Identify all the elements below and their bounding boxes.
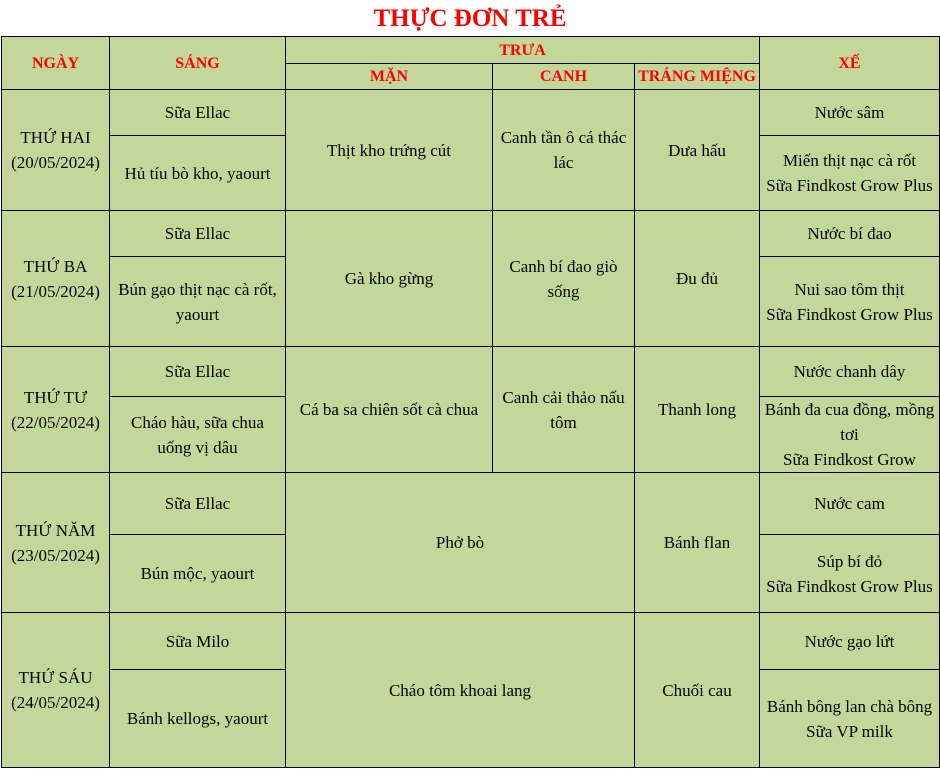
header-soup: CANH xyxy=(493,64,635,90)
savory-dish: Cá ba sa chiên sốt cà chua xyxy=(286,347,493,473)
afternoon-1: Nước bí đao xyxy=(760,211,940,257)
breakfast-2: Cháo hàu, sữa chua uống vị dâu xyxy=(110,397,286,473)
day-cell-monday xyxy=(2,90,110,211)
day-name: THỨ NĂM xyxy=(15,520,96,540)
day-cell-friday xyxy=(2,613,110,768)
soup-dish: Canh bí đao giò sống xyxy=(493,211,635,347)
afternoon-2 xyxy=(760,535,940,613)
day-date: (22/05/2024) xyxy=(11,412,100,432)
header-afternoon: XẾ xyxy=(760,37,940,90)
lunch-combined-dish: Cháo tôm khoai lang xyxy=(286,613,635,768)
afternoon-2-line: Bánh bông lan chà bông xyxy=(766,696,933,716)
breakfast-1: Sữa Ellac xyxy=(110,347,286,397)
day-cell-thursday xyxy=(2,473,110,613)
dessert-dish: Thanh long xyxy=(635,347,760,473)
page-title: THỰC ĐƠN TRẺ xyxy=(373,5,567,32)
soup-dish: Canh cải thảo nấu tôm xyxy=(493,347,635,473)
savory-dish: Gà kho gừng xyxy=(286,211,493,347)
day-date: (24/05/2024) xyxy=(11,693,100,712)
afternoon-2-line: Bánh đa cua đồng, mồng tơi xyxy=(764,400,935,444)
afternoon-1: Nước gạo lứt xyxy=(760,613,940,670)
afternoon-2 xyxy=(760,397,940,473)
breakfast-1: Sữa Ellac xyxy=(110,90,286,136)
day-date: (20/05/2024) xyxy=(11,153,100,172)
breakfast-2: Bún mộc, yaourt xyxy=(110,535,286,613)
day-cell-wednesday xyxy=(2,347,110,473)
day-name: THỨ BA xyxy=(23,256,88,276)
dessert-dish: Đu đủ xyxy=(635,211,760,347)
soup-dish: Canh tần ô cá thác lác xyxy=(493,90,635,211)
header-day: NGÀY xyxy=(2,37,110,90)
breakfast-2: Hủ tíu bò kho, yaourt xyxy=(110,136,286,211)
dessert-dish: Bánh flan xyxy=(635,473,760,613)
breakfast-1: Sữa Ellac xyxy=(110,473,286,535)
afternoon-2-line: Miến thịt nạc cà rốt xyxy=(782,151,917,170)
afternoon-1: Nước sâm xyxy=(760,90,940,136)
dessert-dish: Chuối cau xyxy=(635,613,760,768)
day-date: (21/05/2024) xyxy=(11,281,100,301)
header-savory: MẶN xyxy=(286,64,493,90)
header-dessert: TRÁNG MIỆNG xyxy=(635,64,760,90)
afternoon-2-line: Súp bí đỏ xyxy=(816,551,883,571)
header-breakfast: SÁNG xyxy=(110,37,286,90)
breakfast-1: Sữa Milo xyxy=(110,613,286,670)
breakfast-1: Sữa Ellac xyxy=(110,211,286,257)
lunch-combined-dish: Phở bò xyxy=(286,473,635,613)
afternoon-2 xyxy=(760,257,940,347)
day-name: THỨ SÁU xyxy=(18,668,93,687)
day-date: (23/05/2024) xyxy=(11,545,100,565)
afternoon-2-line: Sữa Findkost Grow Plus xyxy=(766,304,933,324)
dessert-dish: Dưa hấu xyxy=(635,90,760,211)
afternoon-2-line: Sữa Findkost Grow Plus xyxy=(766,176,933,195)
afternoon-1: Nước cam xyxy=(760,473,940,535)
afternoon-1: Nước chanh dây xyxy=(760,347,940,397)
afternoon-2-line: Sữa Findkost Grow xyxy=(783,450,916,469)
header-lunch: TRƯA xyxy=(286,37,760,64)
afternoon-2 xyxy=(760,136,940,211)
day-name: THỨ HAI xyxy=(20,128,91,147)
breakfast-2: Bánh kellogs, yaourt xyxy=(110,670,286,768)
afternoon-2 xyxy=(760,670,940,768)
savory-dish: Thịt kho trứng cút xyxy=(286,90,493,211)
afternoon-2-line: Sữa Findkost Grow Plus xyxy=(766,576,933,596)
day-cell-tuesday xyxy=(2,211,110,347)
afternoon-2-line: Nui sao tôm thịt xyxy=(794,279,905,299)
day-name: THỨ TƯ xyxy=(23,387,88,407)
afternoon-2-line: Sữa VP milk xyxy=(806,721,893,741)
menu-table xyxy=(1,36,940,768)
breakfast-2: Bún gạo thịt nạc cà rốt, yaourt xyxy=(110,257,286,347)
